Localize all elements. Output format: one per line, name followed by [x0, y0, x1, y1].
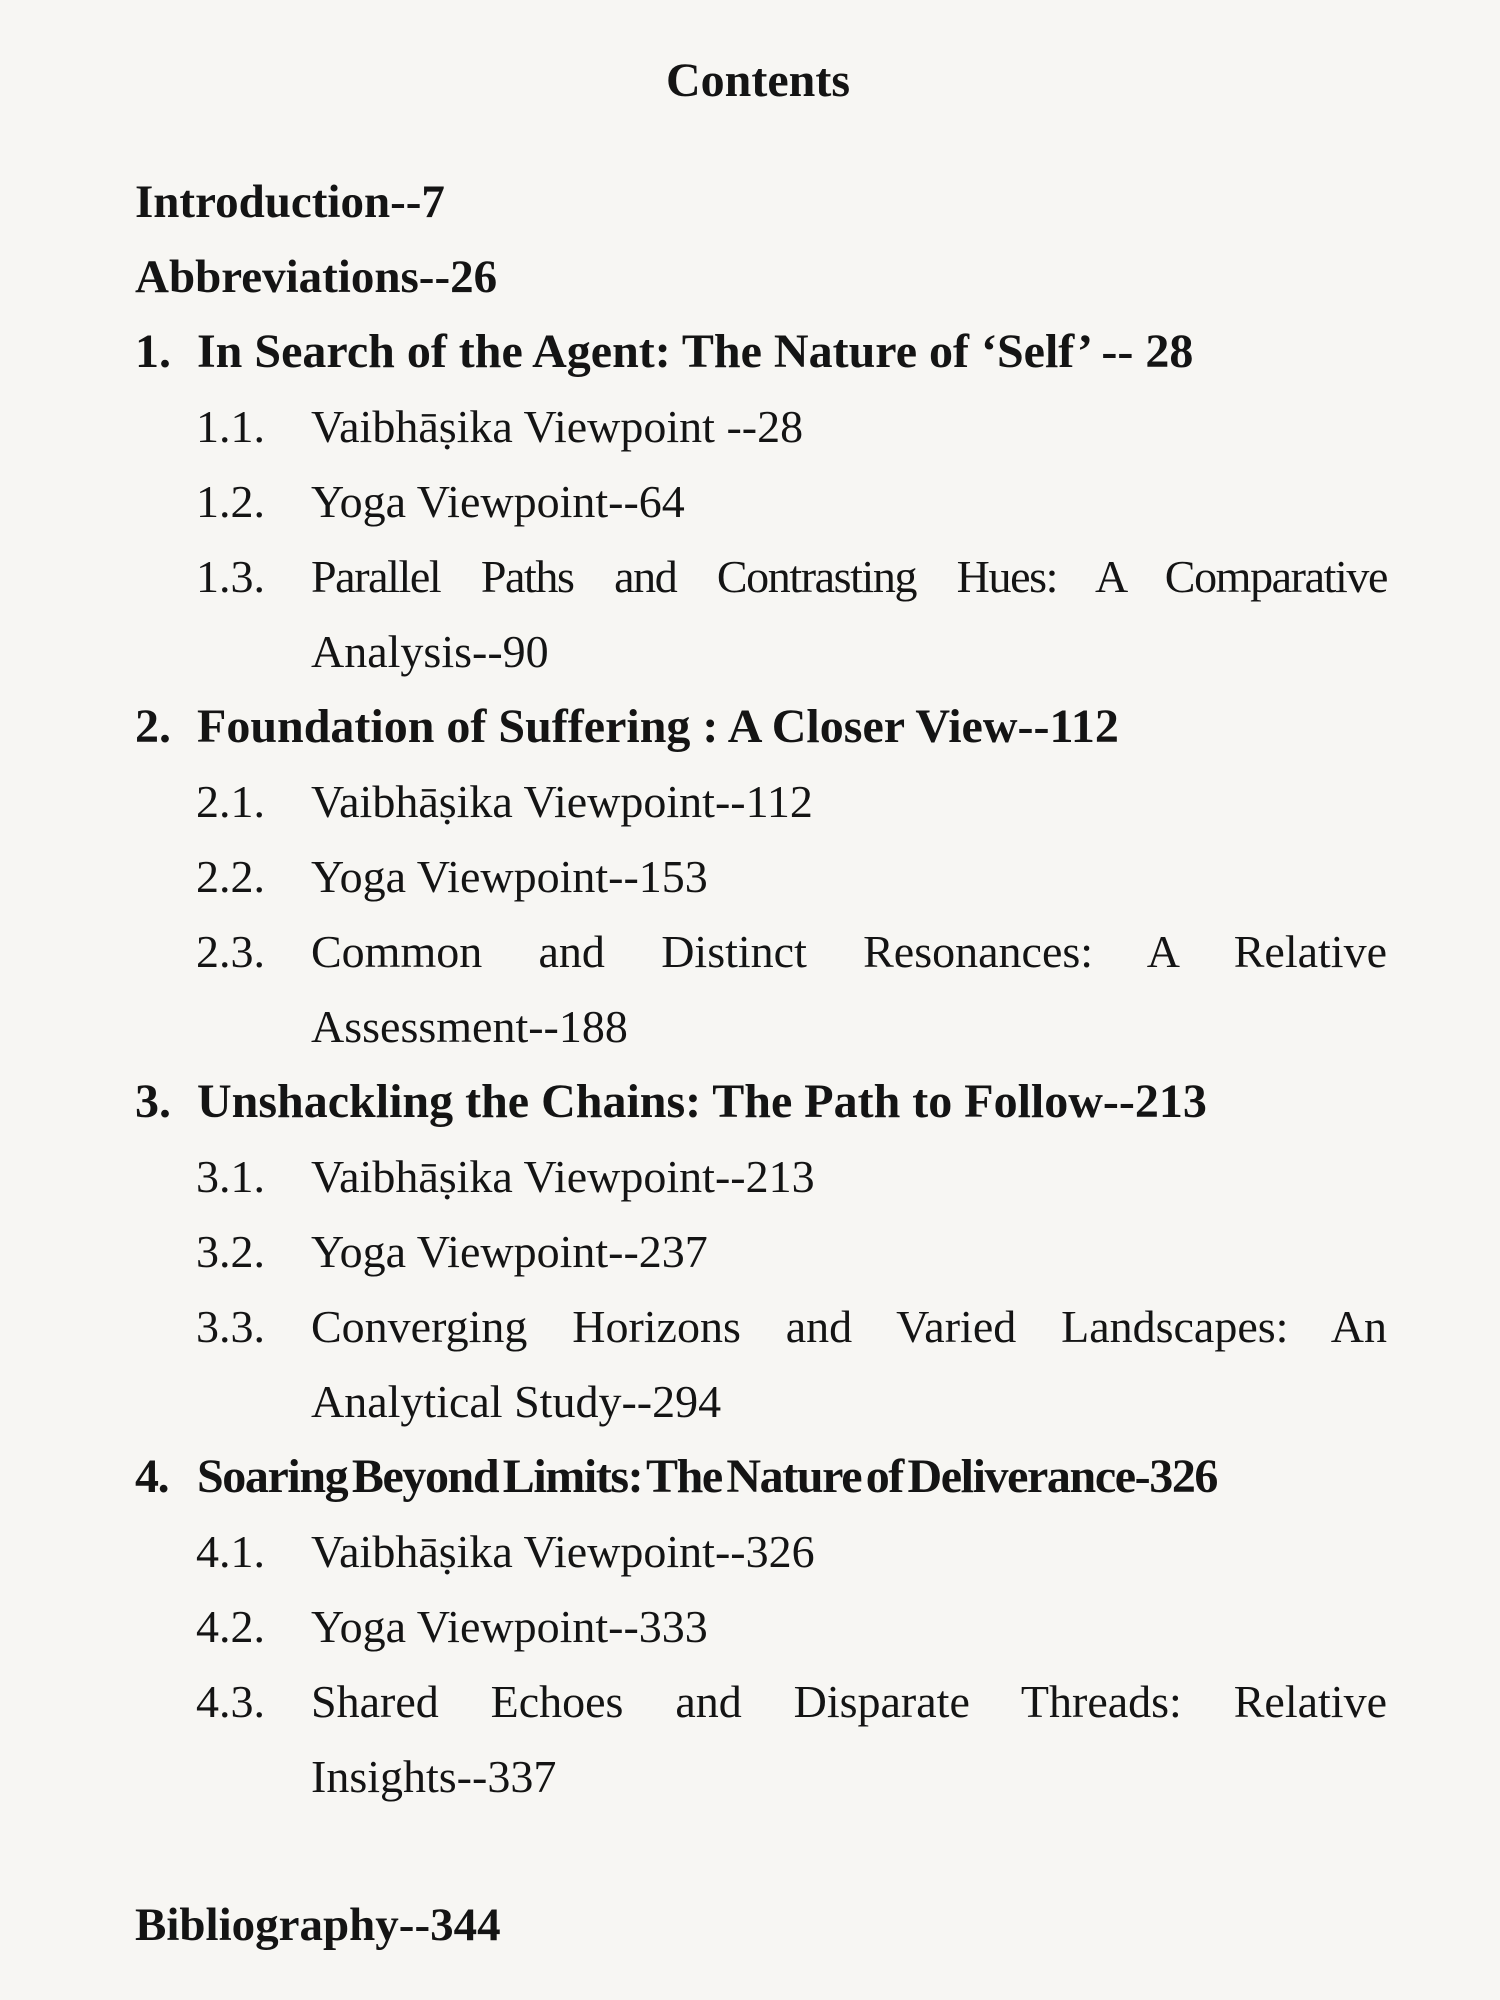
section-title: Common and Distinct Resonances: A Relative: [311, 926, 1387, 977]
toc-section-3-3: [196, 1297, 1387, 1357]
page-title: Contents: [665, 54, 850, 107]
chapter-title: In Search of the Agent: The Nature of ‘Self’ -- 28: [197, 325, 1194, 378]
toc-section-2-1: [196, 772, 1387, 832]
toc-section-4-1: [196, 1522, 1387, 1582]
section-number: 3.1.: [196, 1151, 265, 1202]
toc-section-4-2: [196, 1597, 1387, 1657]
section-title: Parallel Paths and Contrasting Hues: A Comparative: [311, 551, 1387, 602]
section-title: Yoga Viewpoint--237: [311, 1226, 708, 1277]
toc-chapter-4: [135, 1447, 1387, 1507]
chapter-title: Soaring Beyond Limits: The Nature of Deliverance-326: [197, 1450, 1218, 1503]
toc-entry-bibliography: Bibliography--344: [135, 1899, 501, 1951]
section-number: 4.1.: [196, 1526, 265, 1577]
toc-section-1-1: [196, 397, 1387, 457]
toc-entry-abbreviations: Abbreviations--26: [135, 251, 498, 303]
section-number: 3.3.: [196, 1301, 265, 1352]
toc-chapter-1: [135, 322, 1387, 382]
section-title: Yoga Viewpoint--153: [311, 851, 708, 902]
toc-section-4-3-continued: Insights--337: [311, 1751, 557, 1802]
toc-section-1-2: [196, 472, 1387, 532]
section-number: 1.3.: [196, 551, 265, 602]
section-title: Vaibhāṣika Viewpoint--213: [311, 1151, 815, 1202]
section-number: 2.1.: [196, 776, 265, 827]
toc-chapter-3: [135, 1072, 1387, 1132]
chapter-number: 3.: [135, 1075, 171, 1128]
section-number: 4.3.: [196, 1676, 265, 1727]
chapter-number: 1.: [135, 325, 171, 378]
toc-entry-introduction: Introduction--7: [135, 176, 445, 228]
section-number: 2.3.: [196, 926, 265, 977]
toc-section-1-3: [196, 547, 1387, 607]
chapter-number: 2.: [135, 700, 171, 753]
toc-chapter-2: [135, 697, 1387, 757]
chapter-title: Foundation of Suffering : A Closer View--112: [197, 700, 1119, 753]
toc-section-1-3-continued: Analysis--90: [311, 626, 549, 677]
section-title: Vaibhāṣika Viewpoint--326: [311, 1526, 815, 1577]
section-title: Yoga Viewpoint--333: [311, 1601, 708, 1652]
toc-section-2-3-continued: Assessment--188: [311, 1001, 628, 1052]
section-title: Vaibhāṣika Viewpoint--112: [311, 776, 813, 827]
toc-section-2-2: [196, 847, 1387, 907]
toc-section-3-3-continued: Analytical Study--294: [311, 1376, 722, 1427]
toc-section-3-2: [196, 1222, 1387, 1282]
section-title: Vaibhāṣika Viewpoint --28: [311, 401, 804, 452]
section-title: Yoga Viewpoint--64: [311, 476, 685, 527]
section-number: 4.2.: [196, 1601, 265, 1652]
section-number: 1.1.: [196, 401, 265, 452]
toc-section-4-3: [196, 1672, 1387, 1732]
toc-section-3-1: [196, 1147, 1387, 1207]
chapter-title: Unshackling the Chains: The Path to Follow--213: [197, 1075, 1207, 1128]
toc-section-2-3: [196, 922, 1387, 982]
chapter-number: 4.: [135, 1450, 169, 1503]
section-title: Converging Horizons and Varied Landscapes: An: [311, 1301, 1387, 1352]
section-number: 3.2.: [196, 1226, 265, 1277]
section-number: 2.2.: [196, 851, 265, 902]
section-title: Shared Echoes and Disparate Threads: Relative: [311, 1676, 1387, 1727]
section-number: 1.2.: [196, 476, 265, 527]
